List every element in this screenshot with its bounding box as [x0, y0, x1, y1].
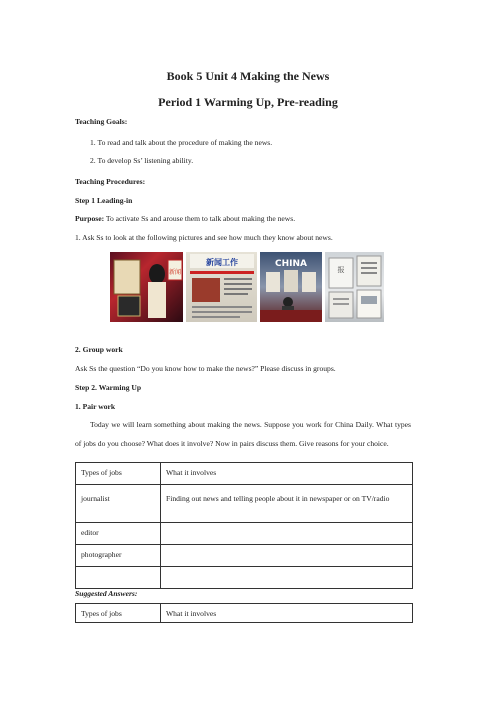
table-row — [76, 485, 413, 523]
table-row — [76, 567, 413, 589]
document-title: Book 5 Unit 4 Making the News — [166, 69, 330, 83]
goal-item: 1. To read and talk about the procedure of making the news. — [90, 138, 273, 147]
purpose-line — [75, 214, 295, 223]
news-photo — [110, 252, 183, 322]
newspaper-front-page-image — [186, 252, 257, 322]
table-row — [76, 523, 413, 545]
table-header-cell: Types of jobs — [76, 604, 161, 623]
table-cell — [161, 523, 413, 545]
table-cell: Finding out news and telling people about it in newspaper or on TV/radio — [161, 485, 413, 523]
china-exhibition-image — [260, 252, 321, 322]
svg-text:CHINA: CHINA — [275, 259, 308, 269]
instruction-item: 1. Ask Ss to look at the following pictures and see how much they know about news. — [75, 233, 333, 242]
group-work-heading: 2. Group work — [75, 345, 123, 354]
step1-heading: Step 1 Leading-in — [75, 196, 133, 205]
table-cell — [161, 545, 413, 567]
news-photo — [325, 252, 384, 322]
svg-text:新闻: 新闻 — [168, 269, 182, 276]
table-cell: journalist — [76, 485, 161, 523]
svg-text:报: 报 — [337, 266, 345, 274]
purpose-text: To activate Ss and arouse them to talk about making the news. — [104, 214, 296, 223]
newspaper-stand-image — [110, 252, 183, 322]
svg-text:新闻工作: 新闻工作 — [206, 258, 239, 267]
suggested-answers-heading: Suggested Answers: — [75, 589, 138, 598]
table-header-cell: What it involves — [161, 604, 413, 623]
table-row — [76, 545, 413, 567]
table-header-row — [76, 604, 413, 623]
teaching-procedures-heading: Teaching Procedures: — [75, 177, 146, 186]
document-subtitle: Period 1 Warming Up, Pre-reading — [158, 95, 338, 109]
purpose-label: Purpose: — [75, 214, 105, 223]
table-header-cell: What it involves — [161, 463, 413, 485]
news-photo-strip — [110, 252, 384, 322]
pair-work-heading: 1. Pair work — [75, 402, 116, 411]
news-photo — [260, 252, 321, 322]
suggested-answers-table — [75, 603, 413, 623]
table-cell: editor — [76, 523, 161, 545]
goal-item: 2. To develop Ss’ listening ability. — [90, 156, 194, 165]
table-header-row — [76, 463, 413, 485]
teaching-goals-heading: Teaching Goals: — [75, 117, 128, 126]
table-header-cell: Types of jobs — [76, 463, 161, 485]
table-cell — [76, 567, 161, 589]
jobs-table — [75, 462, 413, 589]
table-cell — [161, 567, 413, 589]
step2-heading: Step 2. Warming Up — [75, 383, 142, 392]
news-photo — [186, 252, 257, 322]
group-work-text: Ask Ss the question “Do you know how to make the news?” Please discuss in groups. — [75, 364, 336, 373]
newspaper-display-image — [325, 252, 384, 322]
pair-work-paragraph: Today we will learn something about making the news. Suppose you work for China Daily. What types of jobs do you choose? What does it involve? Now in pairs discuss them. Give reasons for your choice. — [75, 420, 411, 448]
table-cell: photographer — [76, 545, 161, 567]
